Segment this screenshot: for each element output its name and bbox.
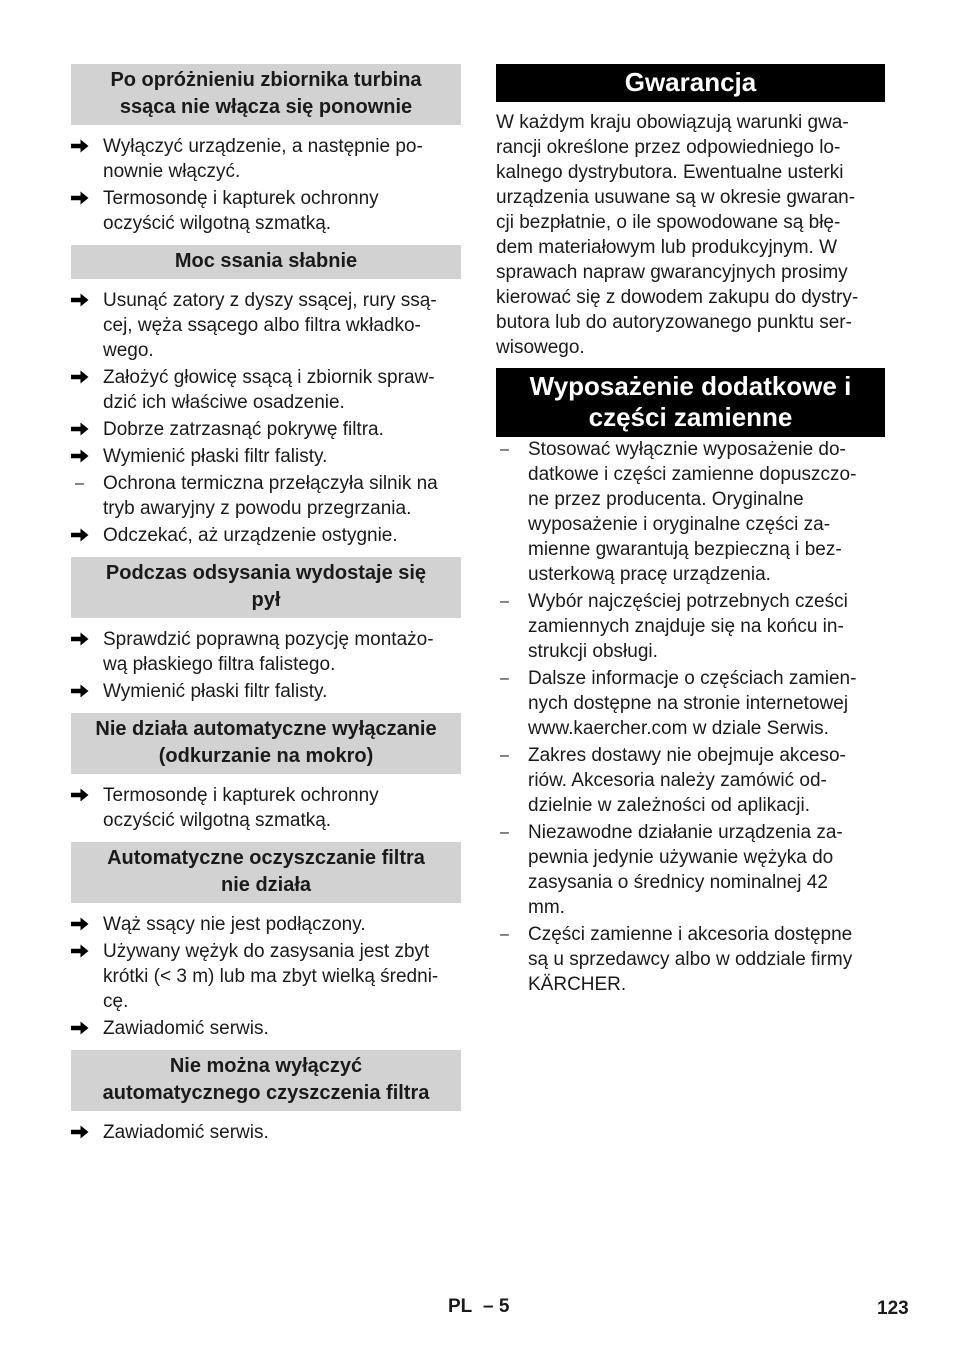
list-item <box>496 820 885 920</box>
section-auto-shutoff <box>71 713 461 833</box>
arrow-right-icon <box>71 444 99 464</box>
arrow-right-icon <box>71 679 99 699</box>
arrow-right-icon <box>71 912 99 932</box>
list-item <box>71 365 461 415</box>
item-list <box>71 1120 461 1145</box>
section-turbine-restart <box>71 64 461 236</box>
list-item-text: Wyłączyć urządzenie, a następnie po- nownie włączyć. <box>103 136 423 182</box>
dash-bullet-icon: – <box>500 926 509 943</box>
dash-bullet-icon: – <box>500 441 509 458</box>
list-item-text: Dobrze zatrzasnąć pokrywę filtra. <box>103 419 384 440</box>
main-heading: Wyposażenie dodatkowe i części zamienne <box>496 368 885 437</box>
list-item-text: Wybór najczęściej potrzebnych cześci zamiennych znajduje się na końcu in- strukcji obsługi. <box>528 591 848 662</box>
list-item <box>71 1120 461 1145</box>
footer-section-page: – 5 <box>483 1296 510 1317</box>
left-column <box>71 64 461 1154</box>
list-item <box>71 912 461 937</box>
dash-bullet-icon: – <box>75 475 84 492</box>
list-item-text: Zawiadomić serwis. <box>103 1122 269 1143</box>
item-list <box>71 134 461 236</box>
list-item <box>71 1016 461 1041</box>
item-list <box>71 783 461 833</box>
list-item <box>71 939 461 1014</box>
arrow-right-icon <box>71 134 99 154</box>
list-item-text: Założyć głowicę ssącą i zbiornik spraw- dzić ich właściwe osadzenie. <box>103 367 435 413</box>
arrow-right-icon <box>71 1016 99 1036</box>
list-item <box>496 589 885 664</box>
list-item-text: Termosondę i kapturek ochronny oczyścić wilgotną szmatką. <box>103 785 379 831</box>
list-item-text: Używany wężyk do zasysania jest zbyt krótki (< 3 m) lub ma zbyt wielką średni- cę. <box>103 941 439 1012</box>
list-item-text: Wąż ssący nie jest podłączony. <box>103 914 366 935</box>
list-item <box>71 783 461 833</box>
section-heading: Nie można wyłączyć automatycznego czyszczenia filtra <box>71 1050 461 1111</box>
item-list <box>71 288 461 548</box>
arrow-right-icon <box>71 783 99 803</box>
list-item <box>71 679 461 704</box>
section-heading: Nie działa automatyczne wyłączanie (odkurzanie na mokro) <box>71 713 461 774</box>
section-dust-escapes <box>71 557 461 704</box>
dash-bullet-icon: – <box>500 593 509 610</box>
list-item-text: Zakres dostawy nie obejmuje akceso- riów. Akcesoria należy zamówić od- dzielnie w zależności od aplikacji. <box>528 745 846 816</box>
list-item-text: Termosondę i kapturek ochronny oczyścić wilgotną szmatką. <box>103 188 379 234</box>
list-item-text: Odczekać, aż urządzenie ostygnie. <box>103 525 398 546</box>
section-cannot-disable-cleaning <box>71 1050 461 1145</box>
list-item-text: Wymienić płaski filtr falisty. <box>103 446 328 467</box>
section-accessories <box>496 368 885 997</box>
main-heading: Gwarancja <box>496 64 885 102</box>
footer-language: PL <box>448 1296 473 1317</box>
section-auto-filter-cleaning <box>71 842 461 1041</box>
list-item-text: Dalsze informacje o częściach zamien- nych dostępne na stronie internetowej www.kaercher.com w dziale Serwis. <box>528 668 857 739</box>
warranty-text: W każdym kraju obowiązują warunki gwa- rancji określone przez odpowiedniego lo- kalnego dystrybutora. Ewentualne usterki urządzenia usuwane są w okresie gwaran- cji bezpłatnie, o ile spowodowane są błę- dem materiałowym lub produkcyjnym. W sprawach napraw gwarancyjnych prosimy kierować się z dowodem zakupu do dystry- butora lub do autoryzowanego punktu ser- wisowego. <box>496 112 859 358</box>
item-list <box>71 912 461 1041</box>
item-list <box>496 437 885 997</box>
list-item <box>71 523 461 548</box>
list-item <box>71 417 461 442</box>
arrow-right-icon <box>71 365 99 385</box>
list-item-text: Zawiadomić serwis. <box>103 1018 269 1039</box>
list-item <box>496 666 885 741</box>
list-item <box>71 288 461 363</box>
arrow-right-icon <box>71 523 99 543</box>
list-item-text: Wymienić płaski filtr falisty. <box>103 681 328 702</box>
arrow-right-icon <box>71 627 99 647</box>
list-item <box>71 471 461 521</box>
arrow-right-icon <box>71 417 99 437</box>
section-warranty <box>496 64 885 360</box>
list-item-text: Ochrona termiczna przełączyła silnik na tryb awaryjny z powodu przegrzania. <box>103 473 438 519</box>
arrow-right-icon <box>71 288 99 308</box>
section-heading: Automatyczne oczyszczanie filtra nie działa <box>71 842 461 903</box>
list-item <box>496 922 885 997</box>
list-item-text: Usunąć zatory z dyszy ssącej, rury ssą- cej, węża ssącego albo filtra wkładko- wego. <box>103 290 437 361</box>
dash-bullet-icon: – <box>500 670 509 687</box>
list-item <box>71 134 461 184</box>
section-suction-weak <box>71 245 461 548</box>
arrow-right-icon <box>71 1120 99 1140</box>
list-item-text: Części zamienne i akcesoria dostępne są u sprzedawcy albo w oddziale firmy KÄRCHER. <box>528 924 853 995</box>
right-column <box>496 64 885 1006</box>
list-item <box>496 437 885 587</box>
list-item-text: Niezawodne działanie urządzenia za- pewnia jedynie używanie wężyka do zasysania o średnicy nominalnej 42 mm. <box>528 822 843 918</box>
arrow-right-icon <box>71 186 99 206</box>
list-item-text: Sprawdzić poprawną pozycję montażo- wą płaskiego filtra falistego. <box>103 629 434 675</box>
list-item <box>496 743 885 818</box>
page-number: 123 <box>877 1298 909 1319</box>
arrow-right-icon <box>71 939 99 959</box>
list-item <box>71 186 461 236</box>
list-item-text: Stosować wyłącznie wyposażenie do- datkowe i części zamienne dopuszczo- ne przez producenta. Oryginalne wyposażenie i oryginalne części za- mienne gwarantują bezpieczną i bez- usterkową pracę urządzenia. <box>528 439 857 585</box>
dash-bullet-icon: – <box>500 747 509 764</box>
section-heading: Moc ssania słabnie <box>71 245 461 279</box>
list-item <box>71 444 461 469</box>
item-list <box>71 627 461 704</box>
section-heading: Podczas odsysania wydostaje się pył <box>71 557 461 618</box>
list-item <box>71 627 461 677</box>
section-heading: Po opróżnieniu zbiornika turbina ssąca nie włącza się ponownie <box>71 64 461 125</box>
dash-bullet-icon: – <box>500 824 509 841</box>
